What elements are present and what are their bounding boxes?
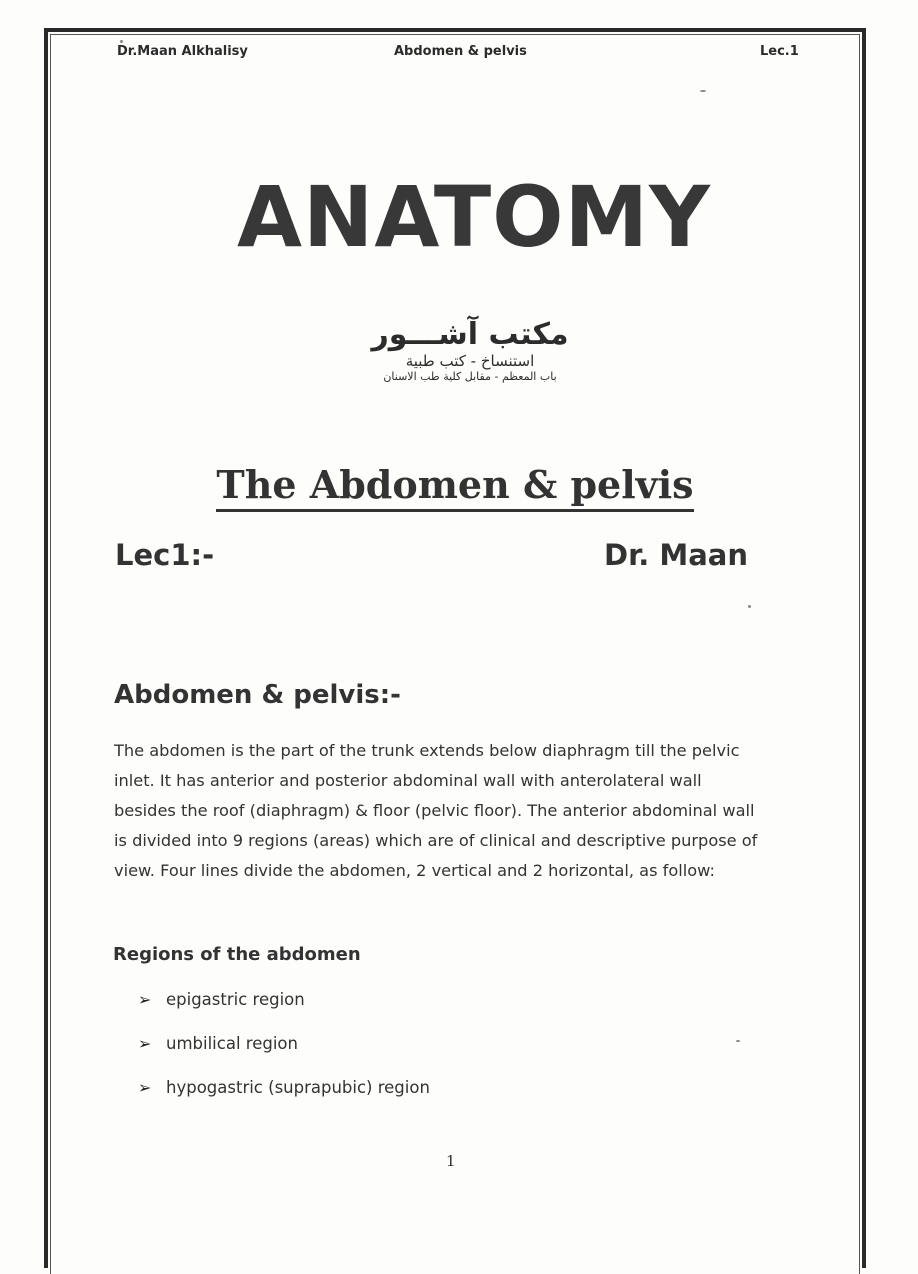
scan-speck (120, 40, 123, 43)
document-title: ANATOMY (237, 168, 711, 266)
section-heading: Abdomen & pelvis:- (114, 680, 401, 710)
regions-list (138, 990, 430, 1122)
page-number: 1 (446, 1152, 456, 1170)
subtitle (0, 462, 910, 507)
header-topic: Abdomen & pelvis (394, 44, 527, 59)
list-item-label: epigastric region (166, 990, 305, 1009)
paragraph-line: The abdomen is the part of the trunk extends below diaphragm till the pelvic (114, 741, 740, 760)
stamp-line-2: استنساخ - كتب طبية (405, 352, 535, 370)
list-item (138, 1034, 430, 1078)
arrowhead-bullet-icon: ➢ (138, 990, 152, 1009)
arrowhead-bullet-icon: ➢ (138, 1034, 152, 1053)
scan-speck (748, 605, 751, 608)
list-item-label: hypogastric (suprapubic) region (166, 1078, 430, 1097)
list-item (138, 990, 430, 1034)
scan-speck (736, 1040, 740, 1042)
scan-speck (700, 90, 706, 92)
intro-paragraph (114, 736, 814, 886)
doctor-name: Dr. Maan (604, 538, 748, 572)
paragraph-line: inlet. It has anterior and posterior abdominal wall with anterolateral wall (114, 771, 702, 790)
paragraph-line: besides the roof (diaphragm) & floor (pelvic floor). The anterior abdominal wall (114, 801, 755, 820)
regions-heading: Regions of the abdomen (113, 944, 361, 965)
subtitle-text: The Abdomen & pelvis (216, 462, 693, 512)
header-author: Dr.Maan Alkhalisy (117, 44, 248, 59)
arrowhead-bullet-icon: ➢ (138, 1078, 152, 1097)
stamp-line-1: مكتب آشـــور (371, 317, 569, 352)
list-item-label: umbilical region (166, 1034, 298, 1053)
paragraph-line: is divided into 9 regions (areas) which are of clinical and descriptive purpose of (114, 831, 758, 850)
lecture-label: Lec1:- (115, 538, 215, 572)
header-lecture: Lec.1 (760, 44, 799, 59)
arabic-stamp (360, 318, 580, 408)
paragraph-line: view. Four lines divide the abdomen, 2 vertical and 2 horizontal, as follow: (114, 861, 715, 880)
stamp-line-3: باب المعظم - مقابل كلية طب الاسنان (383, 370, 557, 383)
list-item (138, 1078, 430, 1122)
